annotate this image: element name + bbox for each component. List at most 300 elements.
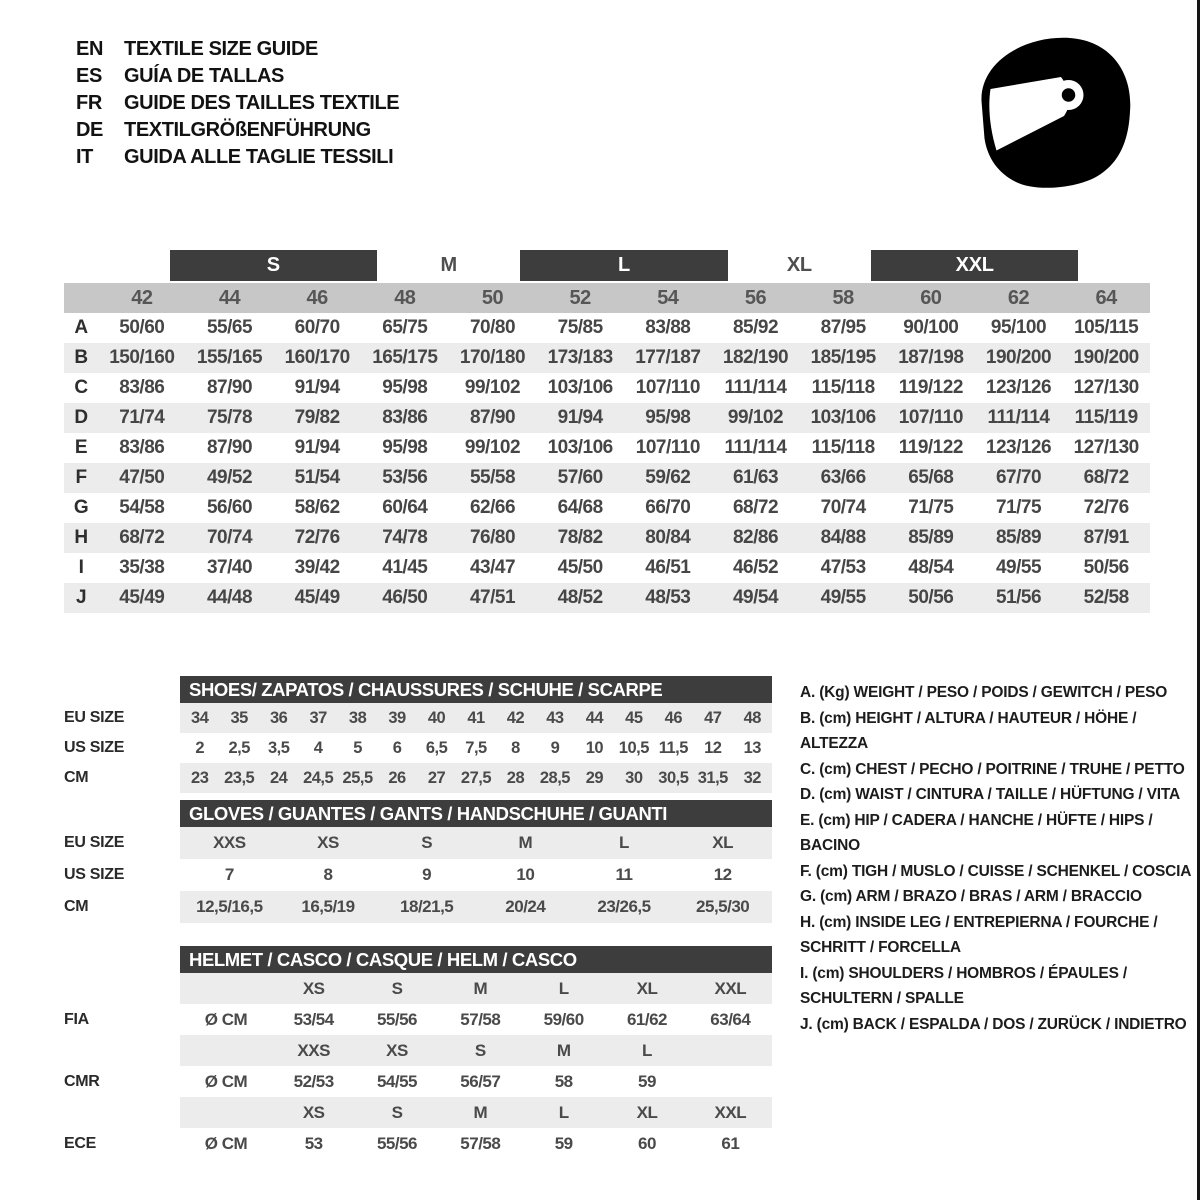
row-label: US SIZE	[64, 866, 125, 883]
gloves-size-table	[64, 800, 772, 923]
table-cell: XS	[386, 1040, 408, 1060]
table-cell: Ø CM	[204, 1133, 248, 1153]
numeric-size-label: 44	[218, 286, 241, 309]
page-title: TEXTILE SIZE GUIDE	[124, 38, 318, 60]
table-cell: L	[642, 1040, 652, 1060]
lang-code: IT	[76, 146, 93, 168]
page-title: GUIDA ALLE TAGLIE TESSILI	[124, 146, 394, 168]
table-cell: 70/80	[469, 317, 516, 338]
table-cell: 87/95	[820, 317, 866, 338]
table-cell: XXS	[213, 833, 246, 852]
legend-text: ARM / BRAZO / BRAS / ARM / BRACCIO	[855, 888, 1142, 905]
legend-key: A.	[800, 684, 816, 701]
table-cell: 70/74	[206, 527, 253, 548]
legend-key: G.	[800, 888, 816, 905]
shoes-title-bar: SHOES/ ZAPATOS / CHAUSSURES / SCHUHE / SCARPE	[180, 676, 772, 703]
table-row	[64, 891, 772, 923]
row-label: US SIZE	[64, 739, 125, 756]
table-cell: 46/50	[382, 587, 428, 608]
table-cell: 38	[348, 708, 367, 727]
table-cell: 68/72	[1083, 467, 1129, 488]
table-cell: 55/65	[206, 317, 253, 338]
table-cell: 68/72	[732, 497, 779, 518]
legend-text: INSIDE LEG / ENTREPIERNA / FOURCHE / SCHRITT / FORCELLA	[800, 913, 1158, 956]
table-cell: 47/50	[119, 467, 165, 488]
table-row	[64, 493, 1150, 523]
table-cell: 45/50	[557, 557, 603, 578]
row-label: E	[74, 437, 88, 458]
table-cell: 39	[388, 708, 406, 727]
table-cell: 107/110	[635, 437, 700, 458]
legend-key: H.	[800, 913, 816, 931]
table-cell: 59	[638, 1071, 656, 1091]
table-cell: 28	[506, 768, 525, 787]
table-cell: 119/122	[898, 377, 963, 398]
table-cell: 49/55	[995, 557, 1042, 578]
table-cell: 23,5	[224, 768, 255, 787]
table-cell: 7	[224, 865, 234, 884]
table-cell: 99/102	[464, 377, 521, 398]
row-cells	[180, 703, 772, 733]
table-cell: M	[518, 833, 533, 852]
table-row	[64, 1004, 772, 1035]
table-cell: 72/76	[294, 527, 340, 548]
table-cell: 95/98	[382, 437, 428, 458]
row-label: ECE	[64, 1134, 96, 1152]
table-cell: 6	[392, 738, 402, 757]
title-row-de	[76, 117, 399, 144]
table-cell: 12	[713, 865, 732, 884]
table-cell: 185/195	[810, 347, 876, 368]
numeric-size-label: 50	[481, 286, 504, 309]
table-cell: 78/82	[557, 527, 603, 548]
table-cell: 53/54	[293, 1009, 334, 1029]
row-label: CMR	[64, 1072, 100, 1090]
row-label	[64, 973, 180, 1004]
table-cell: 48/52	[557, 587, 603, 608]
table-row	[64, 433, 1150, 463]
legend-key: F.	[800, 862, 812, 880]
legend-unit: (cm)	[812, 1015, 853, 1033]
table-row	[64, 343, 1150, 373]
row-cells	[180, 1004, 772, 1035]
page-title: TEXTILGRÖßENFÜHRUNG	[124, 119, 371, 141]
table-cell: 71/74	[119, 407, 165, 428]
table-cell: 51/56	[995, 587, 1042, 608]
table-cell: 11	[615, 865, 633, 884]
table-cell: 103/106	[547, 377, 613, 398]
table-cell: 43	[546, 708, 564, 727]
table-cell: 18/21,5	[400, 897, 454, 916]
row-cells	[180, 763, 772, 793]
table-cell: 87/91	[1083, 527, 1129, 548]
table-cell: 49/55	[820, 587, 866, 608]
table-cell: 44/48	[206, 587, 253, 608]
legend-item	[800, 680, 1192, 706]
table-cell: 64/68	[557, 497, 603, 518]
table-cell: 56/57	[460, 1071, 501, 1091]
legend-text: SHOULDERS / HOMBROS / ÉPAULES / SCHULTERN / SPALLE	[800, 964, 1127, 1007]
table-cell: 2,5	[228, 738, 250, 757]
table-cell: 115/119	[1074, 407, 1138, 428]
table-cell: 40	[427, 708, 446, 727]
table-cell: 25,5	[342, 768, 373, 787]
row-label: D	[74, 407, 88, 428]
size-group-xxl: XXL	[871, 250, 1078, 281]
table-cell: Ø CM	[204, 1009, 248, 1029]
legend-key: J.	[800, 1015, 813, 1033]
title-row-es	[76, 63, 399, 90]
title-row-it	[76, 144, 399, 171]
spacer	[64, 676, 180, 703]
numeric-size-label: 54	[657, 286, 679, 309]
table-cell: 65/75	[382, 317, 428, 338]
table-cell: 25,5/30	[696, 897, 750, 916]
table-cell: 60	[638, 1133, 656, 1153]
helmet-size-table	[64, 946, 772, 1159]
row-label: B	[74, 347, 88, 368]
table-cell: 91/94	[294, 437, 340, 458]
table-cell: 10	[585, 738, 604, 757]
table-cell: 10	[516, 865, 535, 884]
table-cell: 26	[388, 768, 406, 787]
table-cell: 55/56	[376, 1133, 418, 1153]
table-cell: 119/122	[898, 437, 963, 458]
table-cell: 57/58	[460, 1133, 501, 1153]
table-cell: 123/126	[985, 437, 1052, 458]
table-cell: 23	[191, 768, 209, 787]
table-cell: 39/42	[294, 557, 340, 578]
table-cell: 83/88	[645, 317, 691, 338]
table-cell: 47/51	[469, 587, 516, 608]
legend-item	[800, 910, 1192, 961]
legend-unit: (cm)	[815, 760, 856, 778]
table-cell: 29	[585, 768, 604, 787]
table-cell: 31,5	[697, 768, 728, 787]
table-cell: 59/62	[645, 467, 691, 488]
table-cell: 84/88	[820, 527, 866, 548]
table-cell: 82/86	[732, 527, 779, 548]
row-label: CM	[64, 769, 89, 786]
table-cell: 48	[743, 708, 761, 727]
table-cell: 36	[269, 708, 288, 727]
row-label: EU SIZE	[64, 834, 125, 851]
table-cell: 80/84	[645, 527, 691, 548]
table-cell: 47	[704, 708, 722, 727]
table-cell: 170/180	[459, 347, 526, 368]
legend-text: WAIST / CINTURA / TAILLE / HÜFTUNG / VITA	[855, 786, 1180, 803]
table-cell: 107/110	[635, 377, 700, 398]
table-cell: 20/24	[505, 897, 546, 916]
helmet-title-bar: HELMET / CASCO / CASQUE / HELM / CASCO	[180, 946, 772, 973]
table-cell: 9	[422, 865, 432, 884]
row-cells	[180, 859, 772, 891]
table-cell: 187/198	[898, 347, 964, 368]
size-group-m: M	[440, 254, 457, 276]
legend-text: WEIGHT / PESO / POIDS / GEWITCH / PESO	[853, 684, 1168, 701]
legend-key: E.	[800, 811, 815, 829]
row-cells	[180, 1097, 772, 1128]
table-cell: 103/106	[547, 437, 613, 458]
table-cell: 72/76	[1083, 497, 1129, 518]
table-cell: 87/90	[469, 407, 516, 428]
table-row	[64, 1066, 772, 1097]
row-cells	[180, 1035, 772, 1066]
table-row	[64, 733, 772, 763]
row-cells	[180, 733, 772, 763]
table-cell: 85/89	[908, 527, 954, 548]
table-row	[64, 553, 1150, 583]
lang-code: EN	[76, 38, 103, 60]
table-cell: 48/54	[908, 557, 954, 578]
legend-unit: (cm)	[815, 888, 856, 905]
table-cell: 53/56	[382, 467, 428, 488]
legend-text: BACK / ESPALDA / DOS / ZURÜCK / INDIETRO	[852, 1015, 1187, 1033]
size-group-header-row	[64, 250, 1150, 281]
table-cell: 41	[467, 708, 485, 727]
row-label	[64, 1097, 180, 1128]
table-cell: 37	[309, 708, 327, 727]
table-cell: 3,5	[267, 738, 290, 757]
table-cell: 79/82	[294, 407, 340, 428]
legend-key: B.	[800, 709, 816, 727]
table-cell: 11,5	[658, 738, 688, 757]
table-cell: 105/115	[1074, 317, 1139, 338]
table-cell: 60/70	[294, 317, 340, 338]
row-label: F	[75, 467, 87, 488]
numeric-size-label: 58	[832, 286, 854, 309]
table-cell: 111/114	[724, 437, 787, 458]
table-cell: XS	[302, 978, 325, 998]
table-row	[64, 973, 772, 1004]
table-cell: 5	[353, 738, 362, 757]
lang-code: DE	[76, 119, 103, 141]
table-cell: 49/54	[732, 587, 779, 608]
numeric-size-label: 46	[306, 286, 328, 309]
table-cell: 32	[743, 768, 761, 787]
table-cell: 66/70	[645, 497, 691, 518]
table-cell: L	[619, 833, 629, 852]
table-row	[64, 1097, 772, 1128]
table-cell: 49/52	[206, 467, 253, 488]
table-cell: 61/62	[626, 1009, 668, 1029]
table-cell: 75/78	[206, 407, 253, 428]
numeric-size-label: 48	[394, 286, 416, 309]
table-cell: 75/85	[557, 317, 603, 338]
legend-text: HEIGHT / ALTURA / HAUTEUR / HÖHE / ALTEZZA	[800, 709, 1137, 752]
table-cell: 60/64	[382, 497, 428, 518]
table-cell: 30,5	[658, 768, 689, 787]
table-cell: 65/68	[908, 467, 954, 488]
table-cell: 59/60	[543, 1009, 584, 1029]
table-cell: 190/200	[1073, 347, 1139, 368]
shoes-size-table	[64, 676, 772, 793]
numeric-size-label: 56	[744, 286, 767, 309]
table-cell: 35	[230, 708, 248, 727]
table-row	[64, 463, 1150, 493]
table-cell: L	[558, 978, 569, 998]
table-cell: 45/49	[119, 587, 165, 608]
table-cell: S	[391, 978, 403, 998]
table-row	[64, 827, 772, 859]
table-cell: 12	[704, 738, 722, 757]
table-cell: 44	[585, 708, 604, 727]
legend-unit: (cm)	[815, 709, 856, 727]
legend-unit: (cm)	[815, 913, 856, 931]
table-cell: M	[473, 1102, 488, 1122]
legend-item	[800, 782, 1192, 808]
row-cells	[180, 973, 772, 1004]
table-cell: 55/58	[469, 467, 516, 488]
table-row	[64, 1035, 772, 1066]
legend-item	[800, 859, 1192, 885]
table-cell: 4	[313, 738, 323, 757]
table-cell: 46/51	[645, 557, 691, 578]
table-cell: 160/170	[284, 347, 350, 368]
gloves-title-row	[64, 800, 772, 827]
gloves-table-body	[64, 827, 772, 923]
numeric-size-label: 62	[1007, 286, 1030, 309]
table-cell: 24	[269, 768, 288, 787]
table-cell: 27,5	[460, 768, 492, 787]
table-cell: 150/160	[109, 347, 175, 368]
page-title: GUÍA DE TALLAS	[124, 65, 284, 87]
table-cell: 115/118	[811, 437, 875, 458]
table-cell: XS	[317, 833, 339, 852]
title-row-fr	[76, 90, 399, 117]
row-cells	[180, 891, 772, 923]
table-cell: 115/118	[811, 377, 875, 398]
legend-unit: (cm)	[814, 811, 855, 829]
table-cell: Ø CM	[204, 1071, 248, 1091]
row-label	[64, 1035, 180, 1066]
helmet-table-body	[64, 973, 772, 1159]
table-cell: 8	[323, 865, 333, 884]
table-cell: 61	[721, 1133, 740, 1153]
table-cell: 45	[625, 708, 643, 727]
table-cell: 83/86	[382, 407, 428, 428]
table-row	[64, 313, 1150, 343]
row-label: CM	[64, 898, 89, 915]
table-cell: 165/175	[372, 347, 438, 368]
row-cells	[180, 1128, 772, 1159]
table-cell: 71/75	[995, 497, 1042, 518]
textile-size-table	[64, 250, 1150, 613]
table-cell: XL	[712, 833, 734, 852]
legend-key: C.	[800, 760, 816, 778]
table-cell: 90/100	[903, 317, 959, 338]
size-group-s: S	[170, 250, 377, 281]
table-row	[64, 403, 1150, 433]
legend-item	[800, 757, 1192, 783]
table-cell: 23/26,5	[597, 897, 651, 916]
row-cells	[180, 1066, 772, 1097]
legend-text: CHEST / PECHO / POITRINE / TRUHE / PETTO	[855, 760, 1185, 778]
table-cell: 56/60	[206, 497, 253, 518]
table-cell: M	[556, 1040, 571, 1060]
helmet-title-row	[64, 946, 772, 973]
table-cell: 24,5	[303, 768, 334, 787]
table-cell: 58	[554, 1071, 573, 1091]
table-cell: XXS	[297, 1040, 330, 1060]
table-cell: 46/52	[732, 557, 779, 578]
table-cell: 52/58	[1083, 587, 1129, 608]
table-cell: 16,5/19	[301, 897, 355, 916]
table-row	[64, 583, 1150, 613]
table-cell: 53	[304, 1133, 323, 1153]
row-label: FIA	[64, 1010, 89, 1028]
table-cell: 57/60	[557, 467, 603, 488]
table-cell: 103/106	[810, 407, 876, 428]
legend-unit: (cm)	[808, 964, 849, 982]
table-cell: 2	[195, 738, 205, 757]
table-cell: 28,5	[539, 768, 570, 787]
table-cell: 95/98	[382, 377, 428, 398]
table-cell: M	[473, 978, 488, 998]
table-cell: 35/38	[119, 557, 165, 578]
table-cell: L	[558, 1102, 569, 1122]
table-cell: 54/58	[119, 497, 165, 518]
table-cell: 58/62	[294, 497, 340, 518]
table-cell: 155/165	[196, 347, 263, 368]
page-title: GUIDE DES TAILLES TEXTILE	[124, 92, 400, 114]
legend-text: TIGH / MUSLO / CUISSE / SCHENKEL / COSCIA	[851, 862, 1192, 880]
spacer	[64, 946, 180, 973]
table-cell: 99/102	[464, 437, 521, 458]
row-label: I	[78, 557, 84, 578]
table-row	[64, 523, 1150, 553]
table-cell: 63/64	[710, 1009, 751, 1029]
table-row	[64, 373, 1150, 403]
numeric-size-label: 42	[131, 286, 153, 309]
legend-item	[800, 706, 1192, 757]
table-cell: 34	[191, 708, 209, 727]
table-row	[64, 763, 772, 793]
table-cell: 76/80	[469, 527, 516, 548]
legend-text: HIP / CADERA / HANCHE / HÜFTE / HIPS / BACINO	[800, 811, 1153, 854]
table-row	[64, 859, 772, 891]
legend-item	[800, 808, 1192, 859]
racing-helmet-icon	[968, 26, 1148, 206]
row-label: H	[74, 527, 88, 548]
table-cell: 111/114	[987, 407, 1050, 428]
table-cell: 70/74	[820, 497, 866, 518]
table-cell: 6,5	[425, 738, 448, 757]
legend-item	[800, 1012, 1192, 1038]
table-cell: 55/56	[376, 1009, 418, 1029]
table-cell: 27	[427, 768, 446, 787]
language-title-block	[76, 36, 399, 171]
table-cell: 7,5	[465, 738, 487, 757]
table-cell: 62/66	[469, 497, 516, 518]
table-cell: 190/200	[985, 347, 1052, 368]
table-cell: 87/90	[206, 377, 253, 398]
table-cell: 42	[506, 708, 525, 727]
spacer	[64, 800, 180, 827]
table-cell: 95/100	[990, 317, 1047, 338]
size-group-l: L	[520, 250, 727, 281]
table-cell: 46	[664, 708, 682, 727]
measurement-legend	[800, 680, 1192, 1037]
table-cell: XL	[636, 1102, 658, 1122]
shoes-table-body	[64, 703, 772, 793]
legend-key: D.	[800, 786, 816, 803]
numeric-size-label: 64	[1095, 286, 1117, 309]
table-cell: 95/98	[645, 407, 691, 428]
table-row	[64, 703, 772, 733]
table-cell: S	[421, 833, 433, 852]
table-cell: 12,5/16,5	[196, 897, 263, 916]
